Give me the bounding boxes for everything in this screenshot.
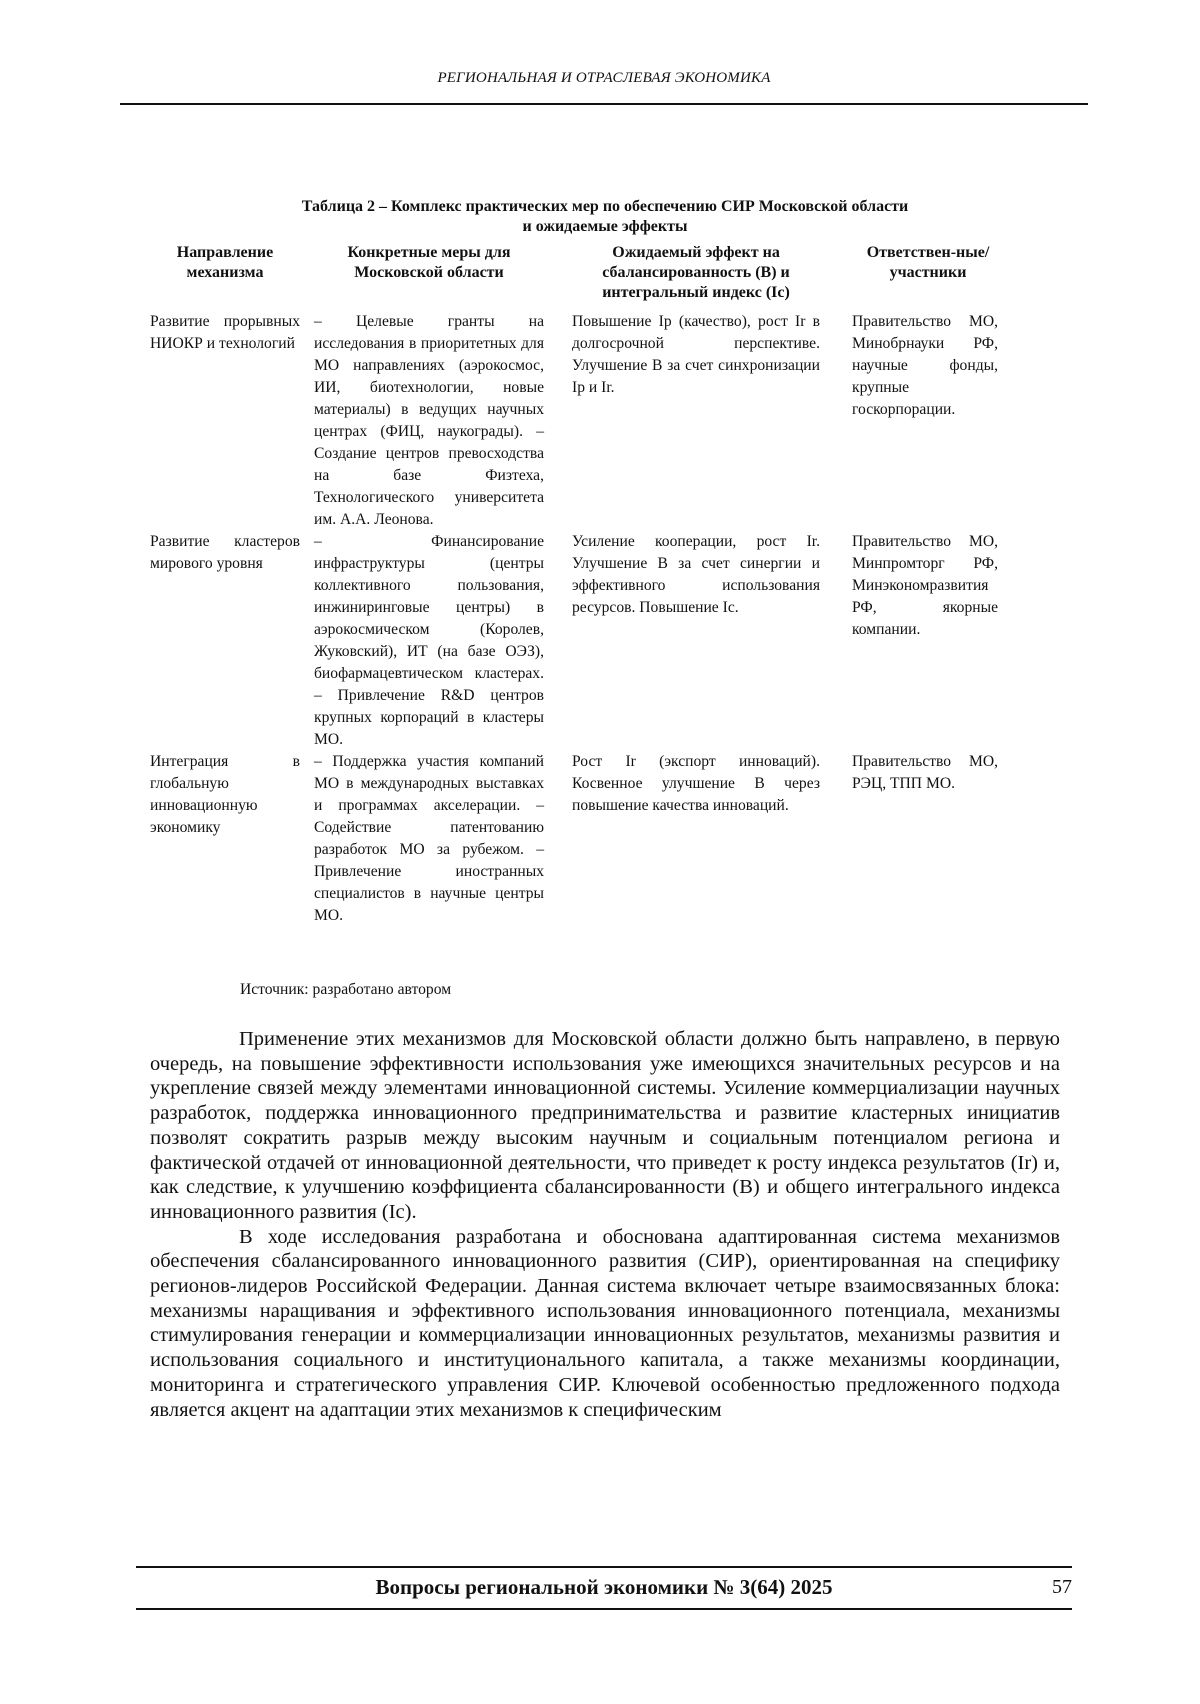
cell-participants: Правительство МО, РЭЦ, ТПП МО. xyxy=(852,753,998,792)
table-caption-line-1: Таблица 2 – Комплекс практических мер по обеспечению СИР Московской области xyxy=(301,198,909,215)
running-head: РЕГИОНАЛЬНАЯ И ОТРАСЛЕВАЯ ЭКОНОМИКА xyxy=(437,70,771,86)
cell-measures: – Поддержка участия компаний МО в международных выставках и программах акселерации. – Содействие патентованию разработок МО за рубежом. – Привлечение иностранных специалистов в научные центры МО. xyxy=(314,753,544,924)
cell-effect: Рост Ir (экспорт инноваций). Косвенное улучшение B через повышение качества инноваций. xyxy=(572,753,820,814)
header-participants: Ответствен-ные/участники xyxy=(866,244,990,281)
cell-effect: Повышение Ip (качество), рост Ir в долгосрочной перспективе. Улучшение B за счет синхронизации Ip и Ir. xyxy=(572,313,820,396)
footer-rule-bottom xyxy=(136,1608,1072,1610)
table-caption-line-2: и ожидаемые эффекты xyxy=(522,218,688,235)
cell-participants: Правительство МО, Минпромторг РФ, Минэкономразвития РФ, якорные компании. xyxy=(852,533,998,638)
footer-rule-top xyxy=(136,1566,1072,1568)
body-paragraph-2: В ходе исследования разработана и обоснована адаптированная система механизмов обеспечения сбалансированного инновационного развития (СИР), ориентированная на специфику регионов-лидеров Российской Федерации. Данная система включает четыре взаимосвязанных блока: механизмы наращивания и эффективного использования инновационного потенциала, механизмы стимулирования генерации и коммерциализации инновационных результатов, механизмы развития и использования социального и институционального капитала, а также механизмы координации, мониторинга и стратегического управления СИР. Ключевой особенностью предложенного подхода является акцент на адаптации этих механизмов к специфическим xyxy=(150,1225,1060,1421)
cell-direction: Развитие прорывных НИОКР и технологий xyxy=(150,313,300,352)
table-row xyxy=(150,311,1004,531)
table-source-note: Источник: разработано автором xyxy=(240,981,452,998)
cell-direction: Интеграция в глобальную инновационную экономику xyxy=(150,753,300,836)
footer-journal-title: Вопросы региональной экономики № 3(64) 2025 xyxy=(375,1575,833,1599)
header-rule xyxy=(120,103,1088,105)
cell-direction: Развитие кластеров мирового уровня xyxy=(150,533,300,572)
cell-measures: – Финансирование инфраструктуры (центры коллективного пользования, инжиниринговые центры) в аэрокосмическом (Королев, Жуковский), ИТ (на базе ОЭЗ), биофармацевтическом кластерах. – Привлечение R&D центров крупных корпораций в кластеры МО. xyxy=(314,533,544,748)
cell-participants: Правительство МО, Минобрнауки РФ, научные фонды, крупные госкорпорации. xyxy=(852,313,998,418)
header-direction: Направление механизма xyxy=(176,244,274,281)
measures-table xyxy=(150,243,1004,927)
table-row xyxy=(150,751,1004,927)
table-caption xyxy=(150,197,1060,237)
header-measures: Конкретные меры для Московской области xyxy=(347,244,511,281)
cell-measures: – Целевые гранты на исследования в приоритетных для МО направлениях (аэрокосмос, ИИ, биотехнологии, новые материалы) в ведущих научных центрах (ФИЦ, наукограды). – Создание центров превосходства на базе Физтеха, Технологического университета им. А.А. Леонова. xyxy=(314,313,544,528)
body-paragraph-1: Применение этих механизмов для Московской области должно быть направлено, в первую очередь, на повышение эффективности использования уже имеющихся значительных ресурсов и на укрепление связей между элементами инновационной системы. Усиление коммерциализации научных разработок, поддержка инновационного предпринимательства и развитие кластерных инициатив позволят сократить разрыв между высоким научным и социальным потенциалом региона и фактической отдачей от инновационной деятельности, что приведет к росту индекса результатов (Ir) и, как следствие, к улучшению коэффициента сбалансированности (B) и общего интегрального индекса инновационного развития (Ic). xyxy=(150,1028,1060,1223)
page-number: 57 xyxy=(1052,1576,1072,1598)
body-text xyxy=(150,1027,1060,1422)
header-effect: Ожидаемый эффект на сбалансированность (B) и интегральный индекс (Ic) xyxy=(602,244,790,301)
table-row xyxy=(150,531,1004,751)
cell-effect: Усиление кооперации, рост Ir. Улучшение B за счет синергии и эффективного использования ресурсов. Повышение Ic. xyxy=(572,533,820,616)
table-header-row xyxy=(150,243,1004,311)
